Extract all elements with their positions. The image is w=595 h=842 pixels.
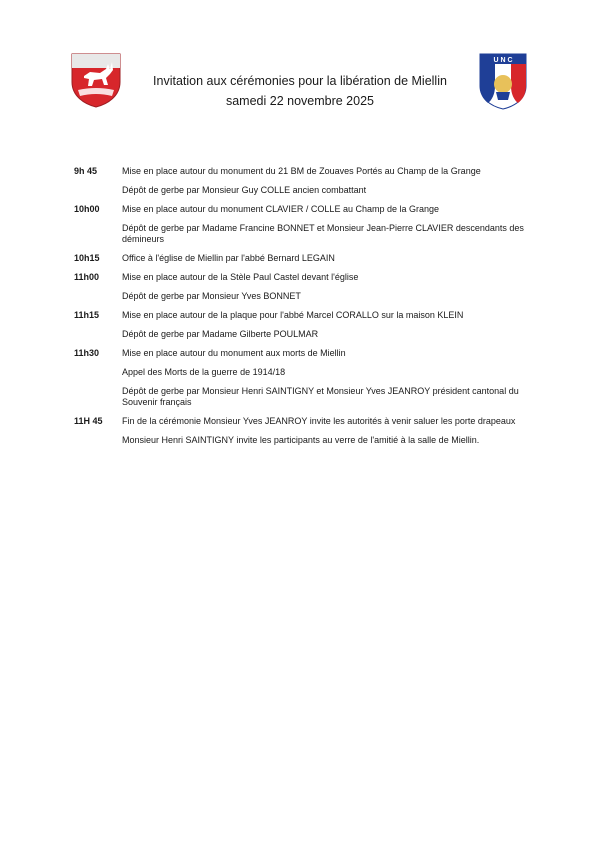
entry-body [122,166,530,196]
entry-time: 10h15 [74,253,100,263]
entry-line: Dépôt de gerbe par Monsieur Guy COLLE ancien combattant [122,185,367,195]
entry-body [122,253,530,264]
entry-time: 11h30 [74,348,100,358]
program-entry [70,310,530,340]
entry-time: 10h00 [74,204,100,214]
program-entry [70,166,530,196]
entry-time: 11H 45 [74,416,103,426]
entry-line: Fin de la cérémonie Monsieur Yves JEANROY invite les autorités à venir saluer les porte drapeaux [122,416,516,426]
entry-body [122,348,530,408]
document-title: Invitation aux cérémonies pour la libération de Miellin [153,74,447,88]
unc-emblem [478,52,528,110]
entry-time: 11h15 [74,310,100,320]
entry-body [122,310,530,340]
program-entry [70,348,530,408]
program-entry [70,204,530,245]
entry-time: 9h 45 [74,166,98,176]
entry-line: Dépôt de gerbe par Monsieur Yves BONNET [122,291,301,301]
entry-time: 11h00 [74,272,100,282]
entry-line: Monsieur Henri SAINTIGNY invite les participants au verre de l'amitié à la salle de Miellin. [122,435,480,445]
document-date: samedi 22 novembre 2025 [225,94,374,108]
page-header [130,72,470,110]
svg-text:U N C: U N C [493,57,513,64]
entry-line: Mise en place autour du monument du 21 BM de Zouaves Portés au Champ de la Grange [122,166,481,176]
entry-line: Mise en place autour de la Stèle Paul Castel devant l'église [122,272,359,282]
program-entry [70,272,530,302]
entry-line: Dépôt de gerbe par Monsieur Henri SAINTIGNY et Monsieur Yves JEANROY président cantonal du Souvenir français [122,386,519,407]
entry-body [122,416,530,446]
entry-line: Dépôt de gerbe par Madame Francine BONNET et Monsieur Jean-Pierre CLAVIER descendants des démineurs [122,223,524,244]
entry-line: Mise en place autour de la plaque pour l'abbé Marcel CORALLO sur la maison KLEIN [122,310,464,320]
entry-line: Mise en place autour du monument CLAVIER / COLLE au Champ de la Grange [122,204,440,214]
entry-line: Mise en place autour du monument aux morts de Miellin [122,348,346,358]
entry-line: Dépôt de gerbe par Madame Gilberte POULMAR [122,329,319,339]
program-entry [70,416,530,446]
ceremony-program [70,166,530,454]
entry-body [122,272,530,302]
entry-line: Office à l'église de Miellin par l'abbé Bernard LEGAIN [122,253,335,263]
miellin-coat-of-arms [70,52,122,108]
program-entry [70,253,530,264]
entry-line: Appel des Morts de la guerre de 1914/18 [122,367,286,377]
entry-body [122,204,530,245]
